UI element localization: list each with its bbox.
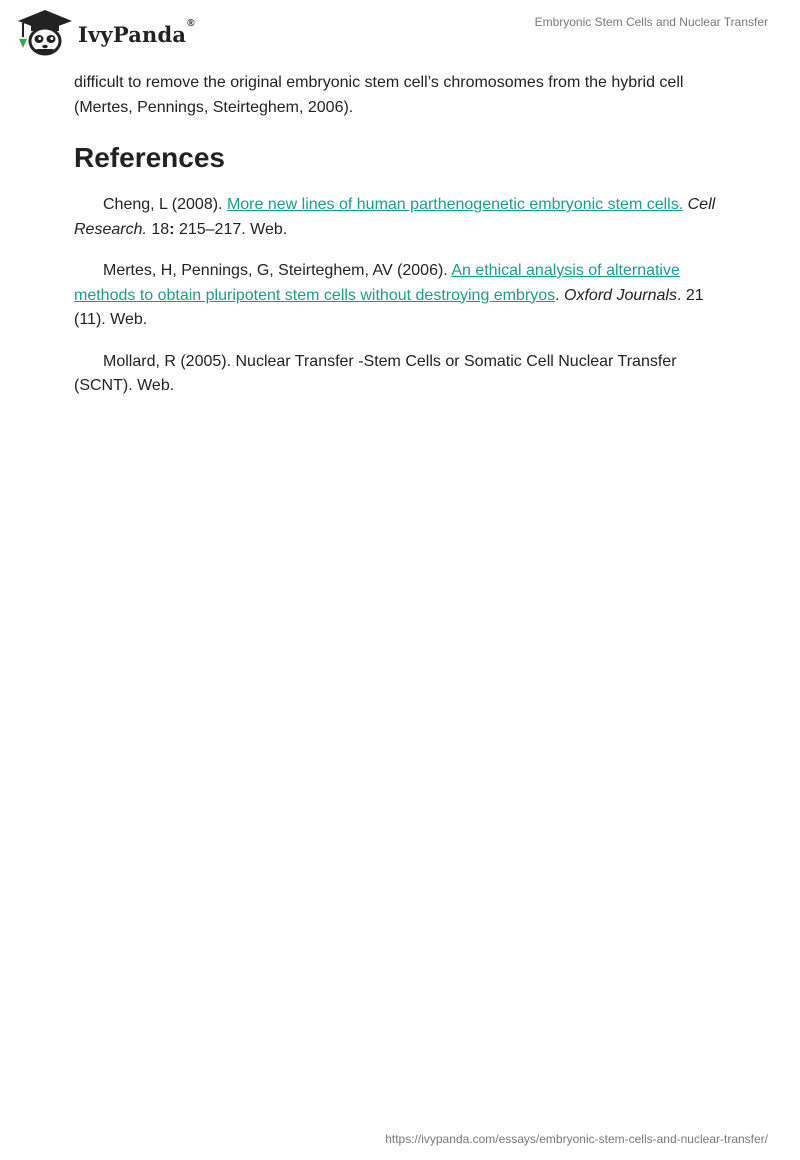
reference-item-cheng: Cheng, L (2008). More new lines of human parthenogenetic embryonic stem cells. Cell Research. 18: 215–217. Web. [74, 196, 716, 238]
references-heading: References [74, 142, 225, 173]
panda-graduate-icon [16, 8, 74, 56]
reference-item-mollard: Mollard, R (2005). Nuclear Transfer -Stem Cells or Somatic Cell Nuclear Transfer (SCNT). Web. [74, 352, 677, 394]
reference-tail: 215–217. Web. [174, 220, 288, 238]
reference-volume: 18 [146, 220, 170, 238]
journal-title: Cell Research. [74, 196, 716, 238]
page-header [0, 0, 800, 64]
running-title: Embryonic Stem Cells and Nuclear Transfer [534, 15, 768, 29]
logo-wordmark: IvyPanda® [78, 17, 195, 47]
document-body [74, 71, 724, 416]
reference-link[interactable]: More new lines of human parthenogenetic embryonic stem cells. [226, 196, 684, 213]
reference-item-mertes: Mertes, H, Pennings, G, Steirteghem, AV (2006). An ethical analysis of alternative methods to obtain pluripotent stem cells without destroying embryos. Oxford Journals. 21 (11). Web. [74, 262, 704, 328]
reference-link[interactable]: An ethical analysis of alternative methods to obtain pluripotent stem cells without destroying embryos [74, 262, 680, 304]
reference-lead: Cheng, L (2008). [103, 196, 227, 213]
ivypanda-logo[interactable] [16, 8, 195, 56]
reference-tail: . 21 (11). Web. [74, 286, 704, 328]
footer-url[interactable]: https://ivypanda.com/essays/embryonic-stem-cells-and-nuclear-transfer/ [385, 1132, 768, 1146]
reference-lead: Mertes, H, Pennings, G, Steirteghem, AV (2006). [103, 262, 452, 279]
registered-mark: ® [187, 17, 195, 29]
journal-title: Oxford Journals [564, 286, 677, 304]
intro-paragraph: difficult to remove the original embryonic stem cell’s chromosomes from the hybrid cell (Mertes, Pennings, Steirteghem, 2006). [74, 74, 684, 116]
